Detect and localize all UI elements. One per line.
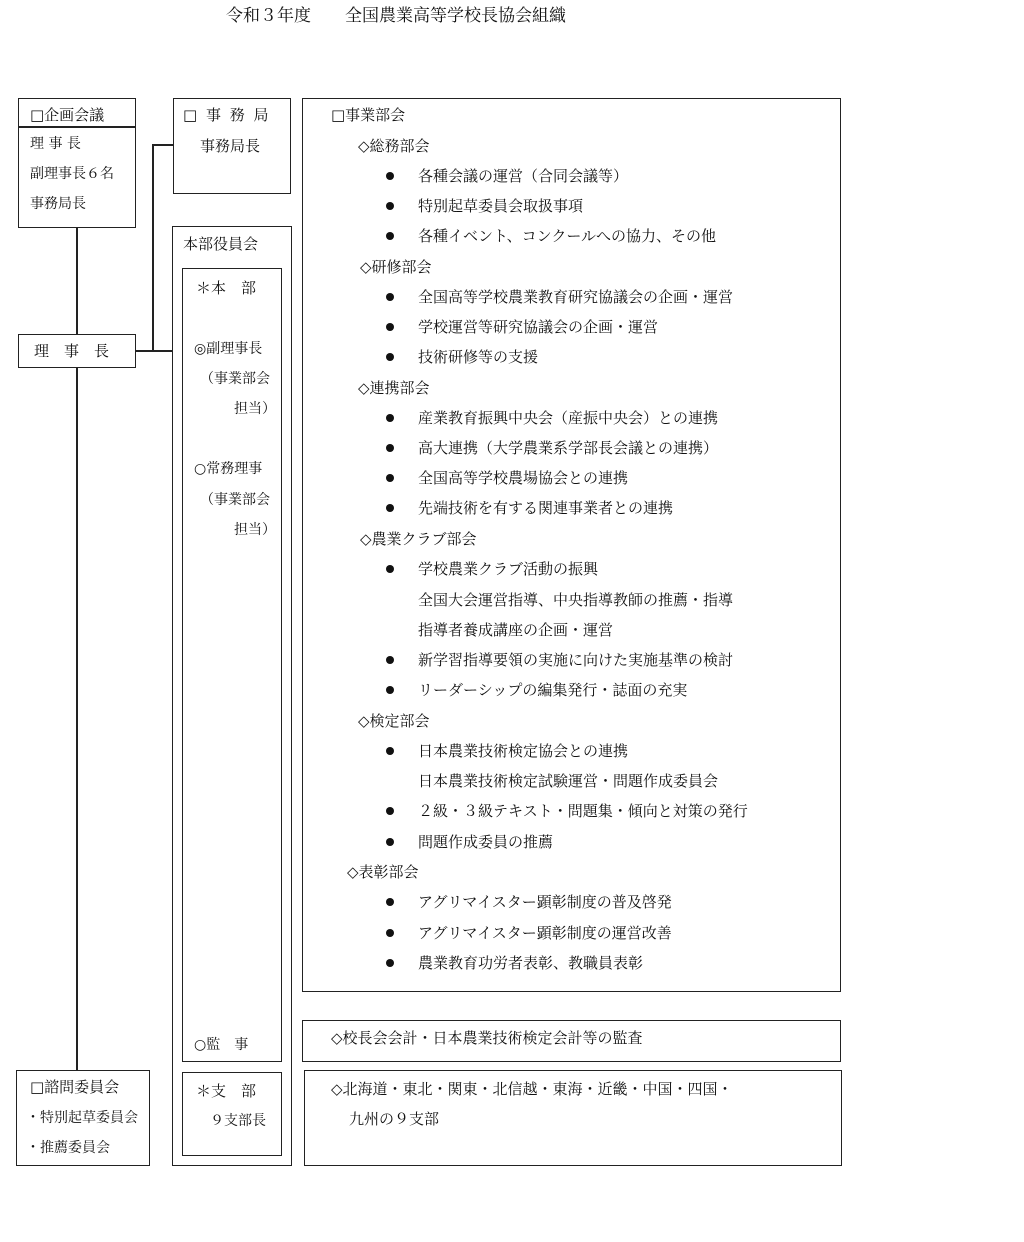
jomu-note-2: 担当）: [234, 522, 276, 538]
kikaku-header: □企画会議: [30, 106, 105, 124]
bullet: [386, 656, 394, 664]
rijicho-label: 理 事 長: [34, 342, 110, 360]
hyosho-item-3: 農業教育功労者表彰、教職員表彰: [418, 954, 644, 972]
bullet: [386, 353, 394, 361]
bullet: [386, 172, 394, 180]
section-renkei: ◇連携部会: [358, 379, 430, 397]
bullet: [386, 293, 394, 301]
connector-bracket-vertical: [152, 144, 154, 351]
bullet: [386, 202, 394, 210]
honbu-header: 本部役員会: [183, 235, 259, 253]
jomu-note-1: （事業部会: [200, 492, 270, 508]
jomu-riji: ○常務理事: [194, 461, 263, 477]
connector-rijicho-shimon: [76, 368, 78, 1070]
club-item-4: 新学習指導要領の実施に向けた実施基準の検討: [418, 651, 734, 669]
kentei-item-3: ２級・３級テキスト・問題集・傾向と対策の発行: [418, 802, 748, 820]
kikaku-divider: [18, 126, 136, 128]
connector-kikaku-rijicho: [76, 228, 78, 334]
kansa-text: ◇校長会会計・日本農業技術検定会計等の監査: [331, 1029, 643, 1047]
connector-to-jimukyoku: [152, 144, 173, 146]
honbu-label: ＊本 部: [196, 279, 257, 297]
kanji: ○監 事: [194, 1037, 249, 1053]
bullet: [386, 898, 394, 906]
kikaku-line-2: 副理事長６名: [30, 166, 114, 182]
bullet: [386, 504, 394, 512]
somu-item-1: 各種会議の運営（合同会議等）: [418, 167, 629, 185]
shibu-sub: ９支部長: [210, 1113, 266, 1129]
bullet: [386, 414, 394, 422]
bullet: [386, 959, 394, 967]
fuku-rijicho: ◎副理事長: [194, 341, 263, 357]
bullet: [386, 686, 394, 694]
section-club: ◇農業クラブ部会: [360, 530, 477, 548]
kikaku-line-3: 事務局長: [30, 196, 86, 212]
somu-item-2: 特別起草委員会取扱事項: [418, 197, 584, 215]
bullet: [386, 747, 394, 755]
jimukyoku-sub: 事務局長: [200, 137, 261, 155]
club-item-2: 全国大会運営指導、中央指導教師の推薦・指導: [418, 591, 734, 609]
jigyo-header: □事業部会: [331, 106, 406, 124]
kenshu-item-1: 全国高等学校農業教育研究協議会の企画・運営: [418, 288, 734, 306]
club-item-1: 学校農業クラブ活動の振興: [418, 560, 599, 578]
bullet: [386, 807, 394, 815]
bullet: [386, 323, 394, 331]
bullet: [386, 444, 394, 452]
hyosho-item-2: アグリマイスター顕彰制度の運営改善: [418, 924, 672, 942]
hyosho-item-1: アグリマイスター顕彰制度の普及啓発: [418, 893, 672, 911]
somu-item-3: 各種イベント、コンクールへの協力、その他: [418, 227, 717, 245]
section-somu: ◇総務部会: [358, 137, 430, 155]
bullet: [386, 929, 394, 937]
renkei-item-3: 全国高等学校農場協会との連携: [418, 469, 629, 487]
fuku-note-2: 担当）: [234, 401, 276, 417]
shimon-header: □諮問委員会: [30, 1078, 120, 1096]
fuku-note-1: （事業部会: [200, 371, 270, 387]
kentei-item-4: 問題作成委員の推薦: [418, 833, 554, 851]
kenshu-item-2: 学校運営等研究協議会の企画・運営: [418, 318, 659, 336]
connector-rijicho-honbu: [136, 350, 173, 352]
section-kentei: ◇検定部会: [358, 712, 430, 730]
bullet: [386, 232, 394, 240]
shibu-label: ＊支 部: [196, 1082, 257, 1100]
section-kenshu: ◇研修部会: [360, 258, 432, 276]
shibu-right-line-1: ◇北海道・東北・関東・北信越・東海・近畿・中国・四国・: [331, 1080, 733, 1098]
kikaku-line-1: 理 事 長: [30, 136, 81, 152]
kenshu-item-3: 技術研修等の支援: [418, 348, 539, 366]
bullet: [386, 838, 394, 846]
bullet: [386, 565, 394, 573]
club-item-5: リーダーシップの編集発行・誌面の充実: [418, 681, 688, 699]
shimon-item-2: ・推薦委員会: [26, 1140, 110, 1156]
kentei-item-1: 日本農業技術検定協会との連携: [418, 742, 629, 760]
shimon-item-1: ・特別起草委員会: [26, 1110, 138, 1126]
club-item-3: 指導者養成講座の企画・運営: [418, 621, 614, 639]
jimukyoku-header: □ 事 務 局: [183, 106, 271, 124]
shibu-right-line-2: 九州の９支部: [349, 1110, 440, 1128]
page-title: 令和３年度 全国農業高等学校長協会組織: [226, 6, 566, 26]
renkei-item-4: 先端技術を有する関連事業者との連携: [418, 499, 674, 517]
kentei-item-2: 日本農業技術検定試験運営・問題作成委員会: [418, 772, 719, 790]
renkei-item-1: 産業教育振興中央会（産振中央会）との連携: [418, 409, 719, 427]
section-hyosho: ◇表彰部会: [347, 863, 419, 881]
renkei-item-2: 高大連携（大学農業系学部長会議との連携）: [418, 439, 719, 457]
bullet: [386, 474, 394, 482]
